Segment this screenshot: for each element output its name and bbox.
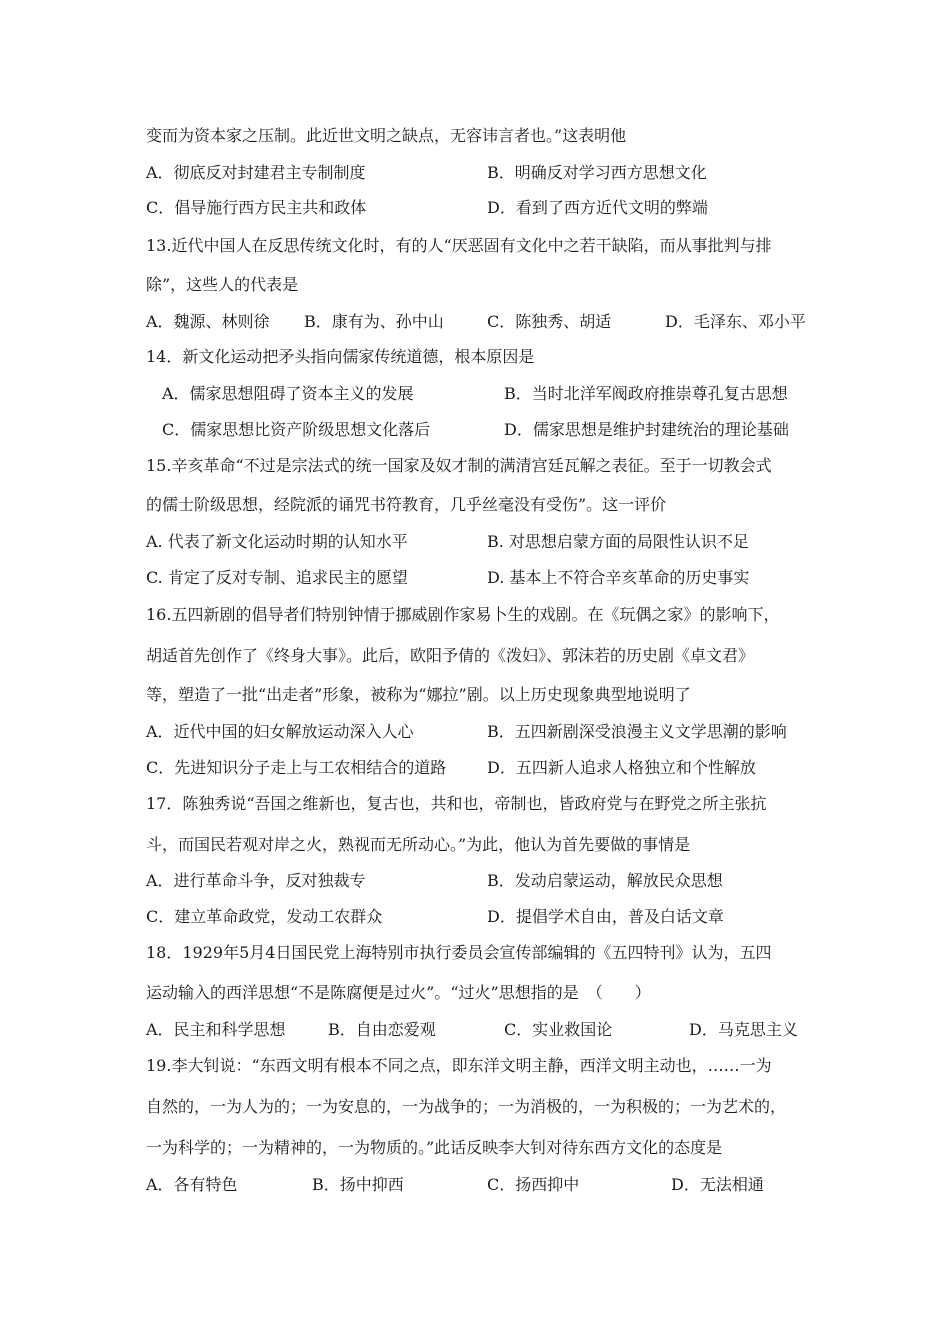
- q16-option-c: C．先进知识分子走上与工农相结合的道路: [146, 758, 447, 777]
- q15-option-d: D. 基本上不符合辛亥革命的历史事实: [487, 568, 750, 587]
- q12-option-c: C．倡导施行西方民主共和政体: [146, 198, 367, 217]
- q18-option-c: C．实业救国论: [504, 1020, 613, 1039]
- q12-option-a: A．彻底反对封建君主专制制度: [146, 163, 366, 182]
- q19-option-c: C．扬西抑中: [487, 1175, 580, 1194]
- q16-option-d: D．五四新人追求人格独立和个性解放: [487, 758, 756, 777]
- q13-option-d: D．毛泽东、邓小平: [665, 312, 806, 331]
- q17-option-d: D．提倡学术自由，普及白话文章: [487, 907, 724, 926]
- q18-option-d: D．马克思主义: [689, 1020, 798, 1039]
- q18-option-b: B．自由恋爱观: [328, 1020, 436, 1039]
- q14-option-d: D．儒家思想是维护封建统治的理论基础: [504, 420, 789, 439]
- q14-option-c: C．儒家思想比资产阶级思想文化落后: [162, 420, 431, 439]
- q12-option-d: D．看到了西方近代文明的弊端: [487, 198, 708, 217]
- q15-option-a: A. 代表了新文化运动时期的认知水平: [146, 532, 408, 551]
- q18-option-a: A．民主和科学思想: [146, 1020, 286, 1039]
- q15-option-c: C. 肯定了反对专制、追求民主的愿望: [146, 568, 408, 587]
- q12-option-b: B．明确反对学习西方思想文化: [487, 163, 707, 182]
- q17-option-b: B．发动启蒙运动，解放民众思想: [487, 871, 723, 890]
- q16-option-b: B．五四新剧深受浪漫主义文学思潮的影响: [487, 722, 787, 741]
- q13-option-a: A．魏源、林则徐: [146, 312, 270, 331]
- q19-option-a: A．各有特色: [146, 1175, 238, 1194]
- q13-option-c: C．陈独秀、胡适: [487, 312, 612, 331]
- q19-option-b: B．扬中抑西: [312, 1175, 404, 1194]
- q13-option-b: B．康有为、孙中山: [304, 312, 444, 331]
- q16-option-a: A．近代中国的妇女解放运动深入人心: [146, 722, 414, 741]
- q14-option-b: B．当时北洋军阀政府推崇尊孔复古思想: [504, 384, 788, 403]
- q19-option-d: D．无法相通: [671, 1175, 764, 1194]
- q15-option-b: B. 对思想启蒙方面的局限性认识不足: [487, 532, 749, 551]
- q14-option-a: A．儒家思想阻碍了资本主义的发展: [162, 384, 414, 403]
- q17-option-a: A．进行革命斗争，反对独裁专: [146, 871, 366, 890]
- q17-option-c: C．建立革命政党，发动工农群众: [146, 907, 383, 926]
